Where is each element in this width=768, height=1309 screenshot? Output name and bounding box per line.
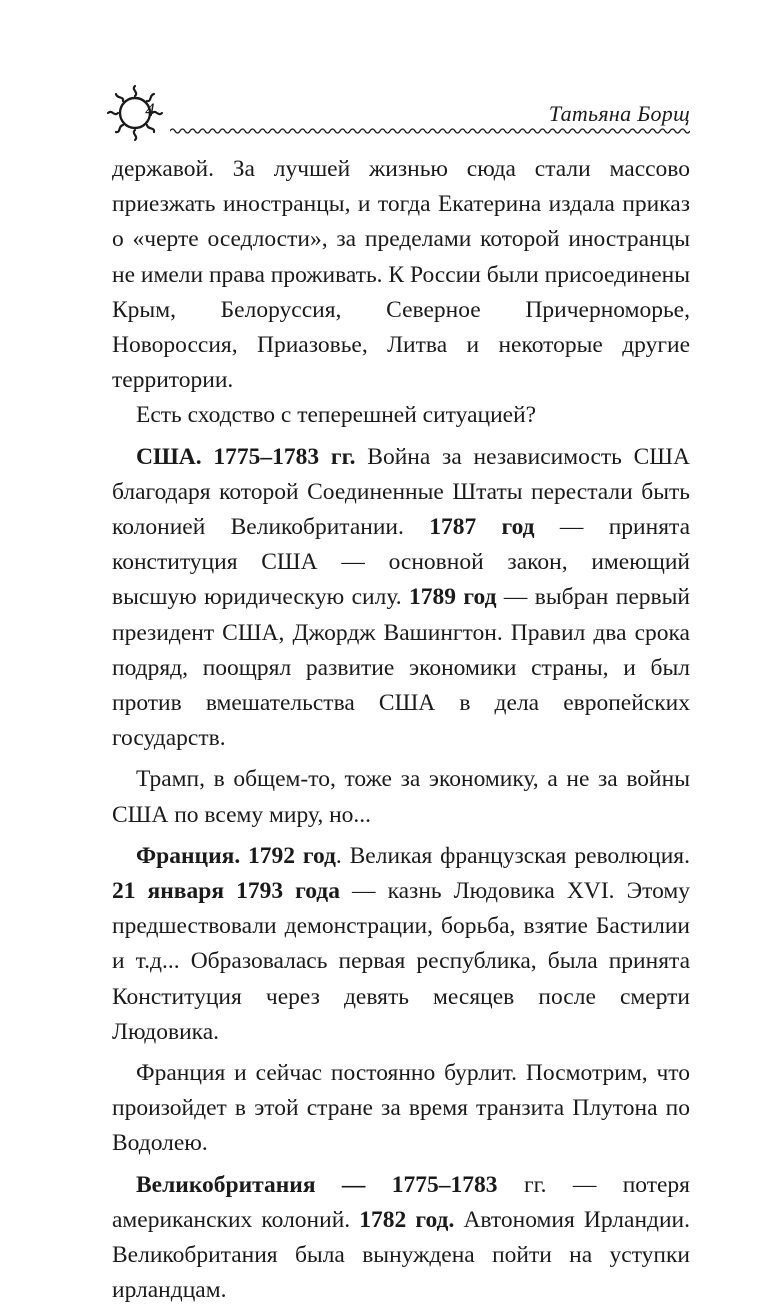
wavy-divider [170,126,690,136]
paragraph [112,398,690,433]
running-header-author: Татьяна Борщ [548,101,690,126]
paragraph [112,839,690,1050]
bold-text-run: США. 1775–1783 гг. [136,443,356,470]
bold-text-run: 1789 год [409,584,497,611]
bold-text-run: 21 января 1793 года [112,878,340,905]
text-run: Франция и сейчас постоянно бурлит. Посмотрим, что произойдет в этой стране за время транзита Плутона по Водолею. [112,1060,690,1157]
paragraph [112,1056,690,1162]
bold-text-run: Франция. 1792 год [136,842,336,869]
text-run: Трамп, в общем-то, тоже за экономику, а не за войны США по всему миру, но... [112,766,690,828]
text-run: Война за независимость США благодаря которой Соединенные Штаты перестали быть колонией Великобритании. [112,443,690,541]
paragraph [112,440,690,757]
paragraph [112,152,690,398]
page-header [100,78,690,148]
text-run: Автономия Ирландии. Великобритания была вынуждена пойти на уступки ирландцам. [112,1206,691,1304]
paragraph [112,1168,690,1309]
paragraph [112,762,690,832]
body-text [112,152,690,1309]
bold-text-run: 1782 год. [359,1206,455,1233]
bold-text-run: Великобритания — 1775–1783 [136,1171,498,1198]
text-run: гг. — потеря американских колоний. [112,1171,690,1233]
text-run: — выбран первый президент США, Джордж Вашингтон. Правил два срока подряд, поощрял развитие экономики страны, и был против вмешательства США в дела европейских государств. [112,584,690,752]
text-run: — принята конституция США — основной закон, имеющий высшую юридическую силу. [112,514,690,611]
text-run: — казнь Людовика XVI. Этому предшествовали демонстрации, борьба, взятие Бастилии и т.д... Образовалась первая республика, была принята Конституция через девять месяцев после смерти Людовика. [112,878,691,1045]
text-run: державой. За лучшей жизнью сюда стали массово приезжать иностранцы, и тогда Екатерина издала приказ о «черте оседлости», за пределами которой иностранцы не имели права проживать. К России были присоединены Крым, Белоруссия, Северное Причерноморье, Новороссия, Приазовье, Литва и некоторые другие территории. [112,156,691,394]
text-run: . Великая французская революция. [335,842,690,869]
bold-text-run: 1787 год [429,514,535,541]
page-number: 4 [145,100,155,121]
text-run: Есть сходство с теперешней ситуацией? [136,402,537,429]
